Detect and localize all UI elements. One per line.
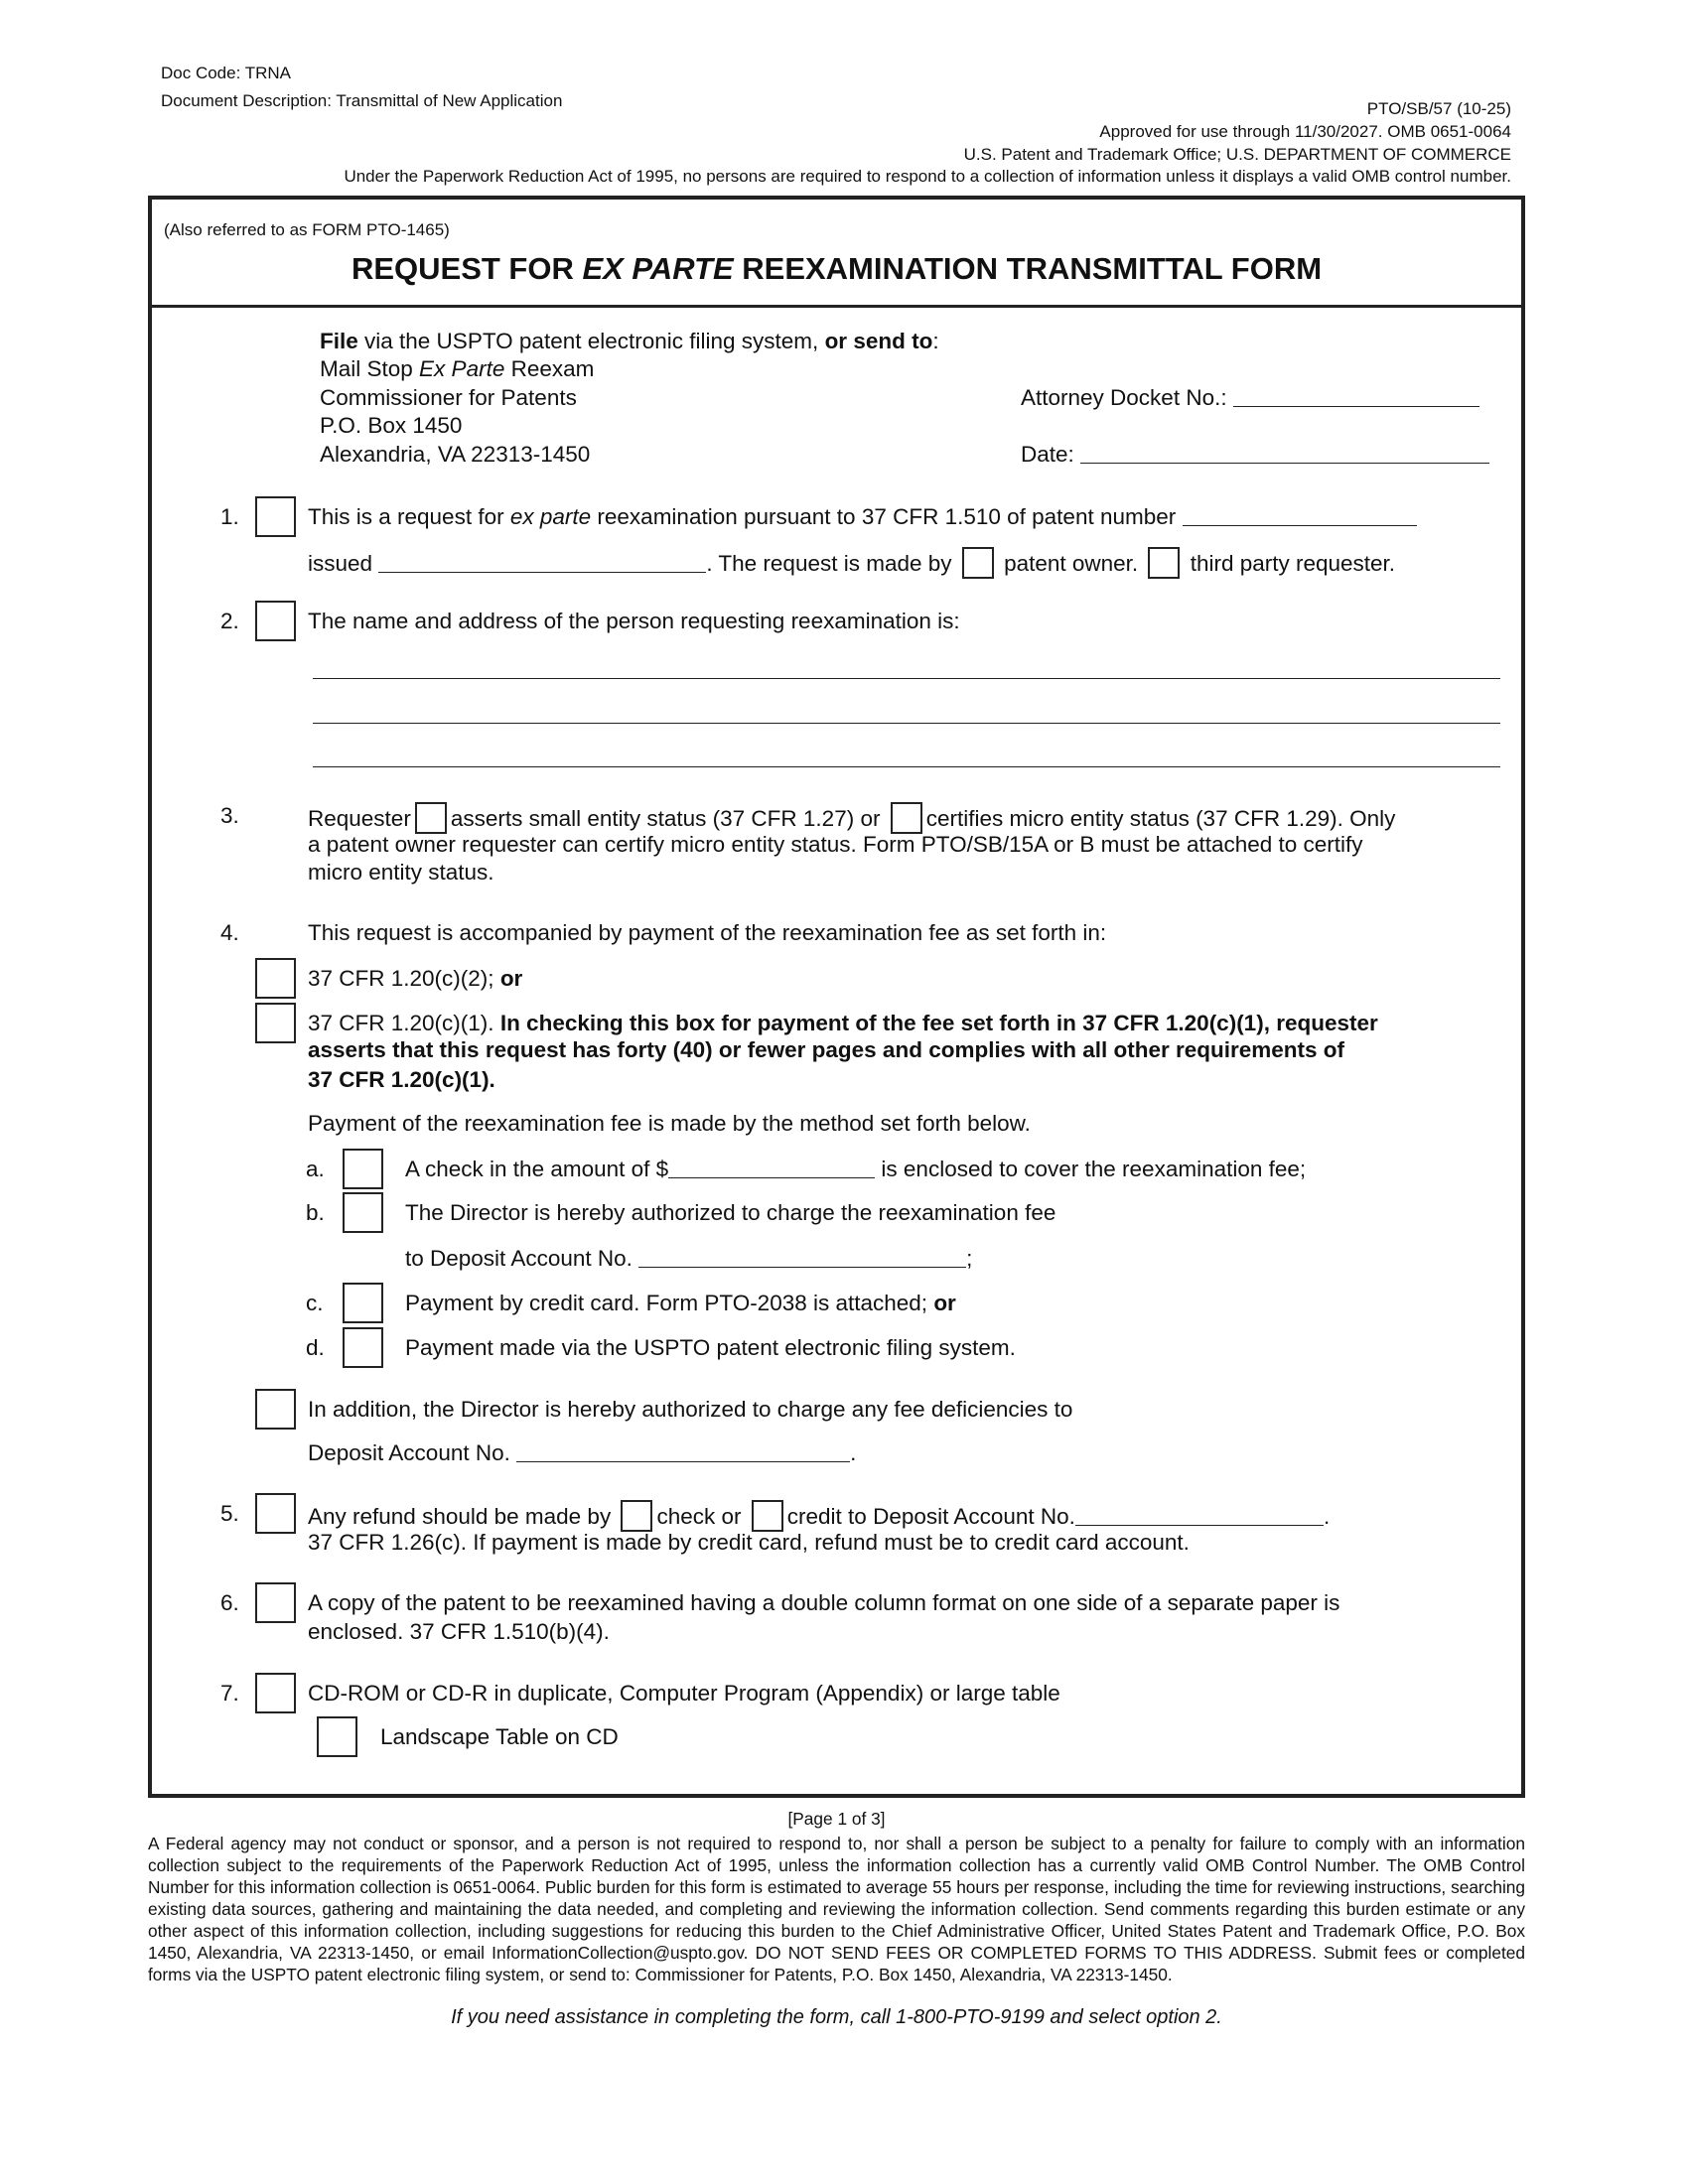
paperwork-notice: Under the Paperwork Reduction Act of 1995, no persons are required to respond to a collection of information unless it displays a valid OMB control number.	[344, 167, 1511, 186]
refund-account-field[interactable]	[1075, 1504, 1324, 1526]
item-number: 2.	[220, 609, 239, 633]
address-line: Commissioner for Patents	[320, 385, 577, 410]
date: Date:	[1021, 441, 1489, 469]
item2-checkbox[interactable]	[255, 601, 296, 641]
item4-text: This request is accompanied by payment of the reexamination fee as set forth in:	[308, 920, 1107, 945]
item1-text: This is a request for ex parte reexamination pursuant to 37 CFR 1.510 of patent number	[308, 503, 1417, 531]
efs-payment-checkbox[interactable]	[343, 1327, 383, 1368]
approval-text: Approved for use through 11/30/2027. OMB 0651-0064	[1099, 122, 1511, 141]
page-number: [Page 1 of 3]	[787, 1809, 886, 1829]
patent-number-field[interactable]	[1183, 504, 1417, 526]
agency-text: U.S. Patent and Trademark Office; U.S. DEPARTMENT OF COMMERCE	[963, 145, 1511, 164]
fee-deficiency-checkbox[interactable]	[255, 1389, 296, 1430]
address-line: Alexandria, VA 22313-1450	[320, 442, 591, 467]
payment-method-text: Payment of the reexamination fee is made by the method set forth below.	[308, 1111, 1031, 1136]
fee-c2-checkbox[interactable]	[255, 958, 296, 999]
fee-deficiency-account: Deposit Account No. .	[308, 1440, 857, 1465]
attorney-docket: Attorney Docket No.:	[1021, 384, 1479, 412]
deposit-account-field[interactable]	[638, 1246, 966, 1268]
micro-entity-checkbox[interactable]	[891, 802, 922, 834]
item-number: 5.	[220, 1501, 239, 1526]
doc-code: Doc Code: TRNA	[161, 64, 292, 82]
item-number: 3.	[220, 803, 239, 828]
item-number: 4.	[220, 920, 239, 945]
requester-address-line-1[interactable]	[313, 678, 1500, 679]
item7-checkbox[interactable]	[255, 1673, 296, 1713]
doc-description: Document Description: Transmittal of New Application	[161, 91, 563, 110]
fee-c1-text: 37 CFR 1.20(c)(1). In checking this box for payment of the fee set forth in 37 CFR 1.20(c)(1), requester	[308, 1011, 1378, 1035]
item1-checkbox[interactable]	[255, 496, 296, 537]
patent-owner-checkbox[interactable]	[962, 547, 994, 579]
fee-deficiency-text: In addition, the Director is hereby authorized to charge any fee deficiencies to	[308, 1397, 1073, 1422]
fee-c1-text-line3: 37 CFR 1.20(c)(1).	[308, 1067, 495, 1092]
item1-issued: issued . The request is made by patent owner. third party requester.	[308, 547, 1395, 579]
item6-text: A copy of the patent to be reexamined having a double column format on one side of a separate paper is	[308, 1590, 1340, 1615]
refund-credit-checkbox[interactable]	[752, 1500, 783, 1532]
item6-checkbox[interactable]	[255, 1582, 296, 1623]
option-letter: a.	[306, 1157, 325, 1181]
requester-address-line-2[interactable]	[313, 723, 1500, 724]
item3-text: Requester asserts small entity status (37 CFR 1.27) or certifies micro entity status (37 CFR 1.29). Only	[308, 802, 1395, 834]
option-letter: b.	[306, 1200, 325, 1225]
credit-card-checkbox[interactable]	[343, 1283, 383, 1323]
refund-check-checkbox[interactable]	[621, 1500, 652, 1532]
check-payment-text: A check in the amount of $ is enclosed to cover the reexamination fee;	[405, 1157, 1307, 1181]
check-payment-checkbox[interactable]	[343, 1149, 383, 1189]
item3-text-line3: micro entity status.	[308, 860, 494, 885]
third-party-checkbox[interactable]	[1148, 547, 1180, 579]
item2-text: The name and address of the person requesting reexamination is:	[308, 609, 960, 633]
fee-c1-text-line2: asserts that this request has forty (40) or fewer pages and complies with all other requirements of	[308, 1037, 1345, 1062]
item-number: 6.	[220, 1590, 239, 1615]
fee-c2-text: 37 CFR 1.20(c)(2); or	[308, 966, 523, 991]
title-divider	[148, 305, 1525, 308]
item-number: 1.	[220, 504, 239, 529]
item-number: 7.	[220, 1681, 239, 1706]
file-instructions: File via the USPTO patent electronic filing system, or send to:	[320, 329, 939, 353]
small-entity-checkbox[interactable]	[415, 802, 447, 834]
landscape-table-text: Landscape Table on CD	[380, 1724, 619, 1749]
landscape-table-checkbox[interactable]	[317, 1716, 357, 1757]
deposit-charge-checkbox[interactable]	[343, 1192, 383, 1233]
deposit-charge-text: The Director is hereby authorized to charge the reexamination fee	[405, 1200, 1056, 1225]
assistance-text: If you need assistance in completing the form, call 1-800-PTO-9199 and select option 2.	[451, 2006, 1222, 2028]
efs-payment-text: Payment made via the USPTO patent electronic filing system.	[405, 1335, 1016, 1360]
requester-address-line-3[interactable]	[313, 766, 1500, 767]
item5-checkbox[interactable]	[255, 1493, 296, 1534]
date-field[interactable]	[1080, 442, 1489, 464]
item5-text: Any refund should be made by check or credit to Deposit Account No. .	[308, 1500, 1330, 1532]
also-referred: (Also referred to as FORM PTO-1465)	[164, 220, 450, 239]
form-number: PTO/SB/57 (10-25)	[1366, 99, 1511, 118]
mail-stop: Mail Stop Ex Parte Reexam	[320, 356, 595, 381]
address-line: P.O. Box 1450	[320, 413, 463, 438]
item6-text-line2: enclosed. 37 CFR 1.510(b)(4).	[308, 1619, 610, 1644]
issued-date-field[interactable]	[378, 551, 706, 573]
form-title: REQUEST FOR EX PARTE REEXAMINATION TRANSMITTAL FORM	[351, 251, 1323, 286]
item5-text-line2: 37 CFR 1.26(c). If payment is made by credit card, refund must be to credit card account.	[308, 1530, 1190, 1555]
option-letter: d.	[306, 1335, 325, 1360]
burden-statement: A Federal agency may not conduct or sponsor, and a person is not required to respond to, nor shall a person be subject to a penalty for failure to comply with an information collection subject to the requirements of the Paperwork Reduction Act of 1995, unless the information collection has a currently valid OMB Control Number. The OMB Control Number for this information collection is 0651-0064. Public burden for this form is estimated to average 55 hours per response, including the time for reviewing instructions, searching existing data sources, gathering and maintaining the data needed, and completing and reviewing the information collection. Send comments regarding this burden estimate or any other aspect of this information collection, including suggestions for reducing this burden to the Chief Administrative Officer, United States Patent and Trademark Office, P.O. Box 1450, Alexandria, VA 22313-1450, or email InformationCollection@uspto.gov. DO NOT SEND FEES OR COMPLETED FORMS TO THIS ADDRESS. Submit fees or completed forms via the USPTO patent electronic filing system, or send to: Commissioner for Patents, P.O. Box 1450, Alexandria, VA 22313-1450.	[148, 1834, 1525, 1984]
check-amount-field[interactable]	[668, 1157, 875, 1178]
item3-text-line2: a patent owner requester can certify micro entity status. Form PTO/SB/15A or B must be attached to certify	[308, 832, 1363, 857]
attorney-docket-field[interactable]	[1233, 385, 1479, 407]
deposit-account-line: to Deposit Account No. ;	[405, 1246, 973, 1271]
item7-text: CD-ROM or CD-R in duplicate, Computer Program (Appendix) or large table	[308, 1681, 1060, 1706]
fee-c1-checkbox[interactable]	[255, 1003, 296, 1043]
credit-card-text: Payment by credit card. Form PTO-2038 is attached; or	[405, 1291, 956, 1315]
option-letter: c.	[306, 1291, 324, 1315]
deficiency-account-field[interactable]	[516, 1440, 850, 1462]
